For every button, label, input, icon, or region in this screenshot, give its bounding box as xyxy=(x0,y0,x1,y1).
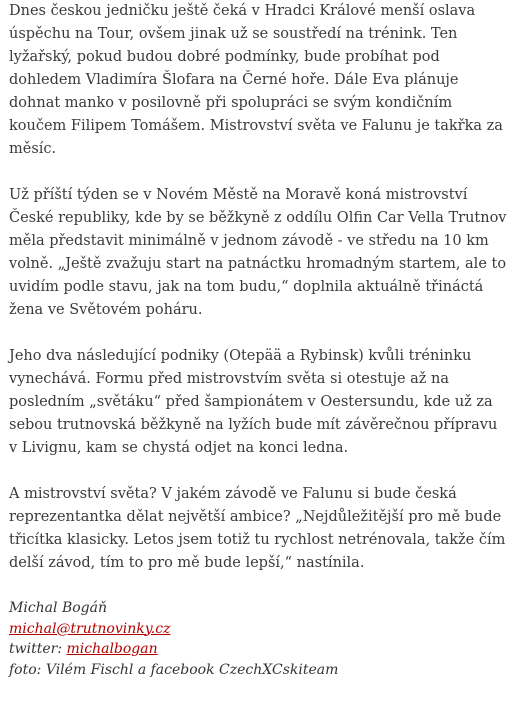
twitter-handle-link[interactable]: michalbogan xyxy=(66,641,158,657)
twitter-prefix: twitter: xyxy=(9,641,67,657)
author-name: Michal Bogáň xyxy=(9,600,107,616)
author-signature xyxy=(9,598,509,680)
article-body xyxy=(9,0,509,680)
author-twitter-row xyxy=(9,639,509,660)
author-email-link[interactable]: michal@trutnovinky.cz xyxy=(9,620,171,637)
article-paragraph-1: Dnes českou jedničku ještě čeká v Hradci Králové menší oslava úspěchu na Tour, ovšem jinak už se soustředí na trénink. Ten lyžařský, pokud budou dobré podmínky, bude probíhat pod dohledem Vladimíra Šlofara na Černé hoře. Dále Eva plánuje dohnat manko v posilovně při spolupráci se svým kondičním koučem Filipem Tomášem. Mistrovství světa ve Falunu je takřka za měsíc. xyxy=(9,3,503,157)
article-paragraph-4: A mistrovství světa? V jakém závodě ve Falunu si bude česká reprezentantka dělat největší ambice? „Nejdůležitější pro mě bude třicítka klasicky. Letos jsem totiž tu rychlost netrénovala, takže čím delší závod, tím to pro mě bude lepší,“ nastínila. xyxy=(9,486,506,571)
article-paragraph-3: Jeho dva následující podniky (Otepää a Rybinsk) kvůli tréninku vynechává. Formu před mistrovstvím světa si otestuje až na posledním „světáku“ před šampionátem v Oestersundu, kde už za sebou trutnovská běžkyně na lyžích bude mít závěrečnou přípravu v Livignu, kam se chystá odjet na konci ledna. xyxy=(9,348,498,456)
author-email-row xyxy=(9,619,509,640)
photo-credit: foto: Vilém Fischl a facebook CzechXCskiteam xyxy=(9,661,339,678)
article-paragraph-2: Už příští týden se v Novém Městě na Moravě koná mistrovství České republiky, kde by se běžkyně z oddílu Olfin Car Vella Trutnov měla představit minimálně v jednom závodě - ve středu na 10 km volně. „Ještě zvažuju start na patnáctku hromadným startem, ale to uvidím podle stavu, jak na tom budu,“ doplnila aktuálně třináctá žena ve Světovém poháru. xyxy=(9,187,507,318)
